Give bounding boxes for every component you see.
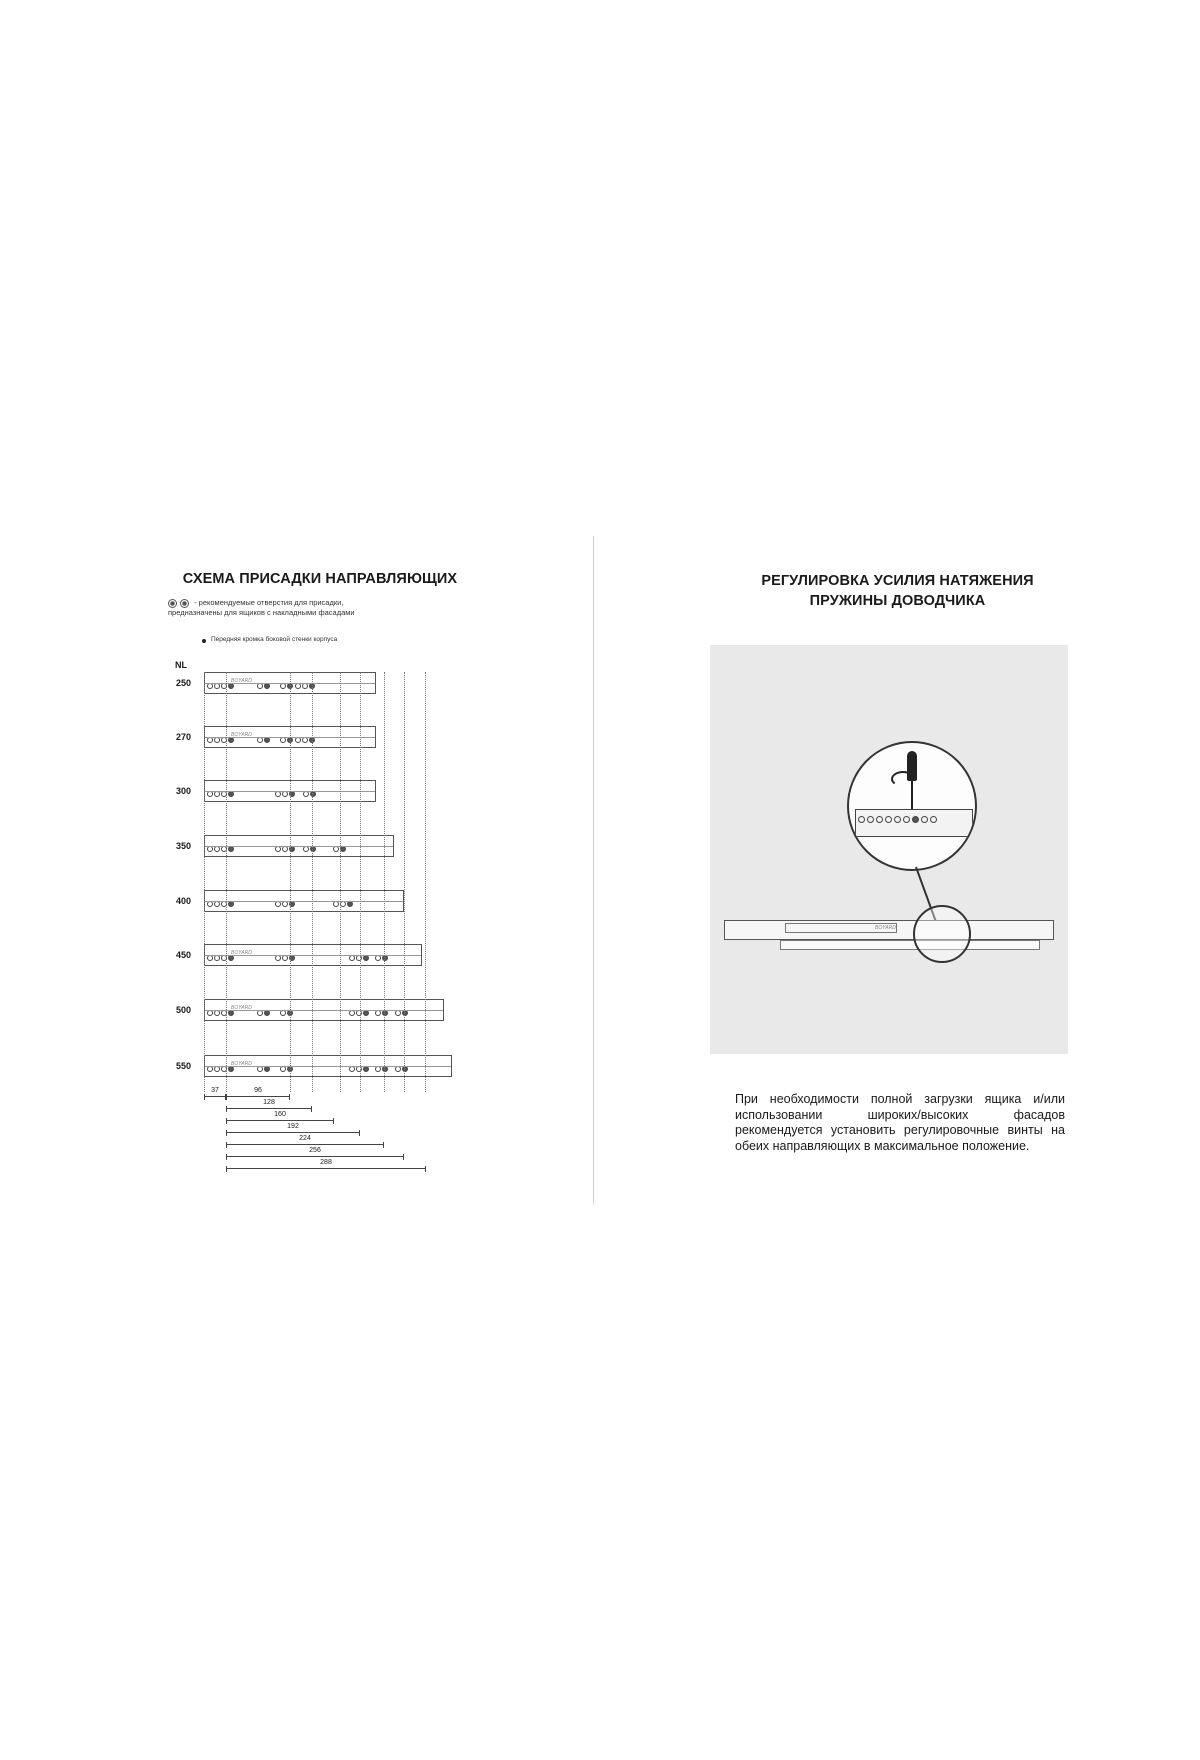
hole-icon [930,816,937,823]
dimension-line [226,1132,360,1133]
hole-icon [214,1010,220,1016]
hole-icon [363,1066,369,1072]
hole-group [257,1059,271,1077]
rail-length-label: 350 [176,841,192,851]
hole-icon [302,683,308,689]
hole-icon [858,816,865,823]
rail-logo: BOYARD [231,950,252,956]
hole-icon [264,1066,270,1072]
hole-group [375,1003,389,1021]
rail-length-label: 250 [176,678,192,688]
hole-icon [207,955,213,961]
hole-icon [264,1010,270,1016]
guide-line [404,672,405,1092]
hole-icon [228,737,234,743]
hole-group [303,784,317,802]
hole-icon [214,737,220,743]
rail-logo: BOYARD [231,732,252,738]
hole-icon [257,683,263,689]
hole-icon [885,816,892,823]
hole-icon [214,955,220,961]
hole-icon [207,846,213,852]
hole-icon [402,1066,408,1072]
hole-icon [333,846,339,852]
screwdriver-shaft [911,779,913,813]
dimension-label: 160 [274,1111,286,1118]
hole-group [280,1059,294,1077]
hole-icon [264,737,270,743]
hole-icon [375,1010,381,1016]
hole-icon [275,846,281,852]
hole-icon [207,791,213,797]
rail-logo: BOYARD [231,1005,252,1011]
rail-diagram [204,1055,452,1077]
hole-icon [333,901,339,907]
adjustment-title-line-2: ПРУЖИНЫ ДОВОДЧИКА [809,593,986,609]
guide-line [312,672,313,1092]
hole-group [275,894,296,912]
hole-icon [382,1010,388,1016]
adjustment-illustration [710,645,1068,1054]
dimension-line [204,1096,226,1097]
dimension-line [226,1168,426,1169]
hole-icon [207,1066,213,1072]
hole-icon [257,737,263,743]
rail-diagram [204,944,422,966]
rail-logo: BOYARD [231,678,252,684]
dimension-line [226,1144,384,1145]
guide-line [226,672,227,1092]
hole-group [333,894,354,912]
rail-length-label: 300 [176,786,192,796]
rail-lower-section [780,940,1040,950]
guide-line [204,672,205,1092]
dimension-label: 256 [309,1147,321,1154]
dimension-line [226,1156,404,1157]
dimension-label: 128 [263,1099,275,1106]
adjustment-instruction: При необходимости полной загрузки ящика и/или использовании широких/высоких фасадов рекомендуется установить регулировочные винты на обеих направляющих в максимальное положение. [735,1092,1065,1153]
hole-icon [280,737,286,743]
hole-group [280,676,294,694]
hole-icon [382,1066,388,1072]
hole-group [257,1003,271,1021]
zoom-detail-circle [847,741,977,871]
front-edge-marker-icon [202,639,206,643]
hole-symbol-icon [168,599,177,608]
dimension-label: 288 [320,1159,332,1166]
hole-icon [303,846,309,852]
rail-logo: BOYARD [875,925,896,931]
hole-icon [395,1010,401,1016]
left-page [0,0,594,1760]
guide-line [360,672,361,1092]
hole-icon [356,1010,362,1016]
hole-icon [349,1010,355,1016]
hole-group [395,1003,409,1021]
rail-length-label: 500 [176,1005,192,1015]
drilling-scheme-title: СХЕМА ПРИСАДКИ НАПРАВЛЯЮЩИХ [182,571,458,587]
front-hole-group [207,839,235,857]
hole-icon [214,901,220,907]
hole-icon [214,1066,220,1072]
legend-text-2: предназначены для ящиков с накладными фасадами [168,607,355,617]
hole-icon [395,1066,401,1072]
hole-icon [207,901,213,907]
hole-group [275,839,296,857]
hole-icon [214,846,220,852]
hole-group [280,730,294,748]
hole-icon [207,737,213,743]
dimension-label: 37 [211,1087,219,1094]
hole-icon [282,791,288,797]
guide-line [290,672,291,1092]
hole-icon [903,816,910,823]
hole-icon [310,846,316,852]
hole-icon [356,955,362,961]
dimension-line [226,1120,334,1121]
hole-icon [257,1010,263,1016]
hole-icon [207,683,213,689]
hole-group [375,948,389,966]
hole-icon [275,791,281,797]
rail-length-label: 270 [176,732,192,742]
hole-symbol-icon [180,599,189,608]
hole-icon [402,1010,408,1016]
dimension-label: 192 [287,1123,299,1130]
full-rail [724,920,1054,940]
guide-line [425,672,426,1092]
hole-icon [228,1066,234,1072]
hole-icon [894,816,901,823]
hole-group [257,676,271,694]
dimension-line [226,1108,312,1109]
hole-icon [280,1010,286,1016]
hole-icon [349,955,355,961]
hole-icon [295,683,301,689]
hole-icon [921,816,928,823]
hole-group [303,839,317,857]
hole-icon [214,683,220,689]
front-hole-group [207,894,235,912]
adjustment-title-line-1: РЕГУЛИРОВКА УСИЛИЯ НАТЯЖЕНИЯ [761,573,1034,589]
zoom-rail [855,809,973,837]
rail-logo: BOYARD [231,1061,252,1067]
rail-diagram [204,890,404,912]
front-edge-label: Передняя кромка боковой стенки корпуса [211,636,338,643]
hole-icon [363,1010,369,1016]
guide-line [384,672,385,1092]
hole-icon [347,901,353,907]
hole-icon [867,816,874,823]
hole-icon [280,683,286,689]
hole-group [395,1059,409,1077]
dimension-label: 96 [254,1087,262,1094]
hole-icon [228,955,234,961]
hole-icon [228,791,234,797]
hole-icon [257,1066,263,1072]
legend-text-1: - рекомендуемые отверстия для присадки, [194,598,344,607]
hole-icon [295,737,301,743]
nl-label: NL [175,660,187,670]
page-divider [593,536,594,1204]
dimension-label: 224 [299,1135,311,1142]
legend [168,598,355,617]
detail-highlight-circle [913,905,971,963]
hole-icon [356,1066,362,1072]
hole-icon [876,816,883,823]
hole-icon [275,955,281,961]
hole-group [280,1003,294,1021]
hole-icon [282,955,288,961]
hole-icon [363,955,369,961]
hole-icon [207,1010,213,1016]
hole-icon [375,955,381,961]
hole-icon [282,846,288,852]
hole-icon [282,901,288,907]
hole-icon [382,955,388,961]
hole-icon [228,1010,234,1016]
hole-icon [214,791,220,797]
hole-icon [310,791,316,797]
hole-group [257,730,271,748]
rail-diagram [204,835,394,857]
hole-icon [264,683,270,689]
hole-icon [349,1066,355,1072]
front-hole-group [207,784,235,802]
hole-group [275,784,296,802]
screwdriver-icon [907,751,917,781]
hole-icon [275,901,281,907]
hole-group [275,948,296,966]
hole-icon [375,1066,381,1072]
rail-diagram [204,999,444,1021]
hole-icon [228,683,234,689]
guide-line [340,672,341,1092]
hole-icon [280,1066,286,1072]
hole-icon [302,737,308,743]
dimension-line [226,1096,290,1097]
right-page [595,0,1200,1760]
adjustment-screw-icon [912,816,919,823]
rail-length-label: 400 [176,896,192,906]
rail-length-label: 450 [176,950,192,960]
hole-group [375,1059,389,1077]
adjustment-title [595,571,1200,611]
rail-length-label: 550 [176,1061,192,1071]
hole-icon [228,901,234,907]
hole-icon [228,846,234,852]
hole-icon [303,791,309,797]
